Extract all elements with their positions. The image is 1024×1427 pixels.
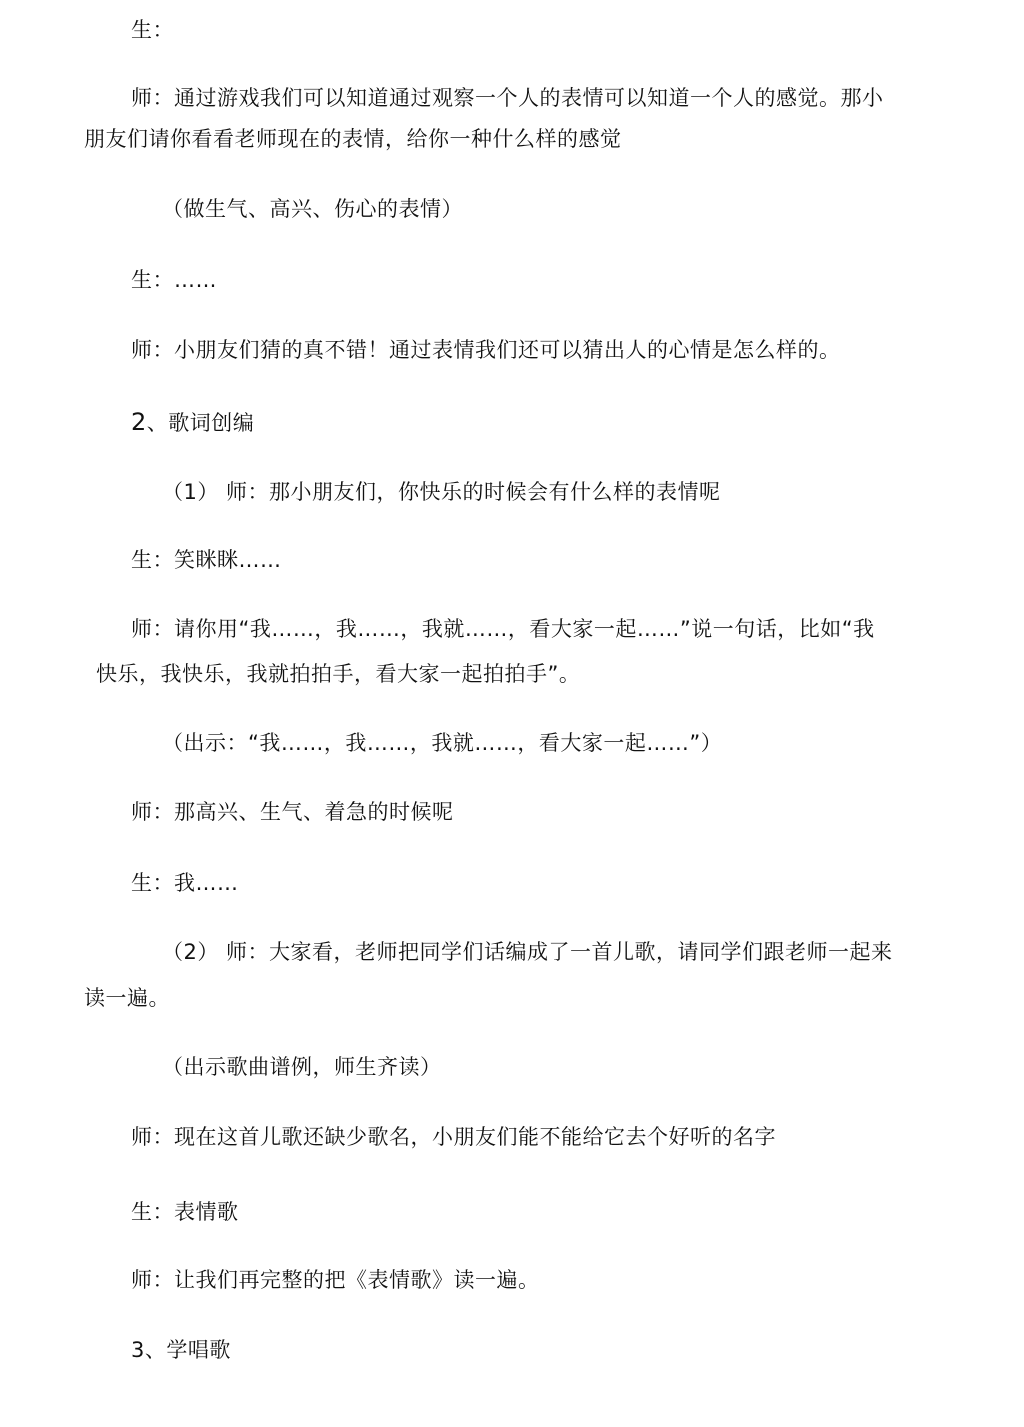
numbered-step-line: （2） 师：大家看，老师把同学们话编成了一首儿歌，请同学们跟老师一起来 — [162, 940, 893, 964]
numbered-step-continuation: 读一遍。 — [84, 986, 170, 1010]
teacher-paragraph-continuation: 快乐，我快乐，我就拍拍手，看大家一起拍拍手”。 — [96, 662, 581, 686]
stage-direction: （做生气、高兴、伤心的表情） — [162, 197, 463, 221]
stage-direction: （出示歌曲谱例，师生齐读） — [162, 1055, 442, 1079]
teacher-paragraph-line: 师：请你用“我……，我……，我就……，看大家一起……”说一句话，比如“我 — [131, 617, 875, 641]
section-heading: 3、学唱歌 — [131, 1338, 231, 1362]
section-title: 、歌词创编 — [146, 411, 255, 435]
student-reply-line: 生：表情歌 — [131, 1200, 239, 1224]
student-reply-line: 生：…… — [131, 268, 217, 292]
numbered-step-line: （1） 师：那小朋友们，你快乐的时候会有什么样的表情呢 — [162, 480, 721, 504]
teacher-paragraph-line: 师：现在这首儿歌还缺少歌名，小朋友们能不能给它去个好听的名字 — [131, 1125, 776, 1149]
teacher-paragraph-line: 师：那高兴、生气、着急的时候呢 — [131, 800, 454, 824]
section-heading — [131, 408, 254, 437]
student-reply-line: 生： — [131, 18, 174, 42]
student-reply-line: 生：我…… — [131, 871, 239, 895]
teacher-paragraph-line: 师：通过游戏我们可以知道通过观察一个人的表情可以知道一个人的感觉。那小 — [131, 86, 884, 110]
teacher-paragraph-line: 师：让我们再完整的把《表情歌》读一遍。 — [131, 1268, 540, 1292]
teacher-paragraph-continuation: 朋友们请你看看老师现在的表情，给你一种什么样的感觉 — [84, 127, 622, 151]
student-reply-line: 生：笑眯眯…… — [131, 548, 282, 572]
teacher-paragraph-line: 师：小朋友们猜的真不错！通过表情我们还可以猜出人的心情是怎么样的。 — [131, 338, 841, 362]
section-number: 2 — [131, 408, 147, 436]
stage-direction: （出示：“我……，我……，我就……，看大家一起……”） — [162, 731, 723, 755]
